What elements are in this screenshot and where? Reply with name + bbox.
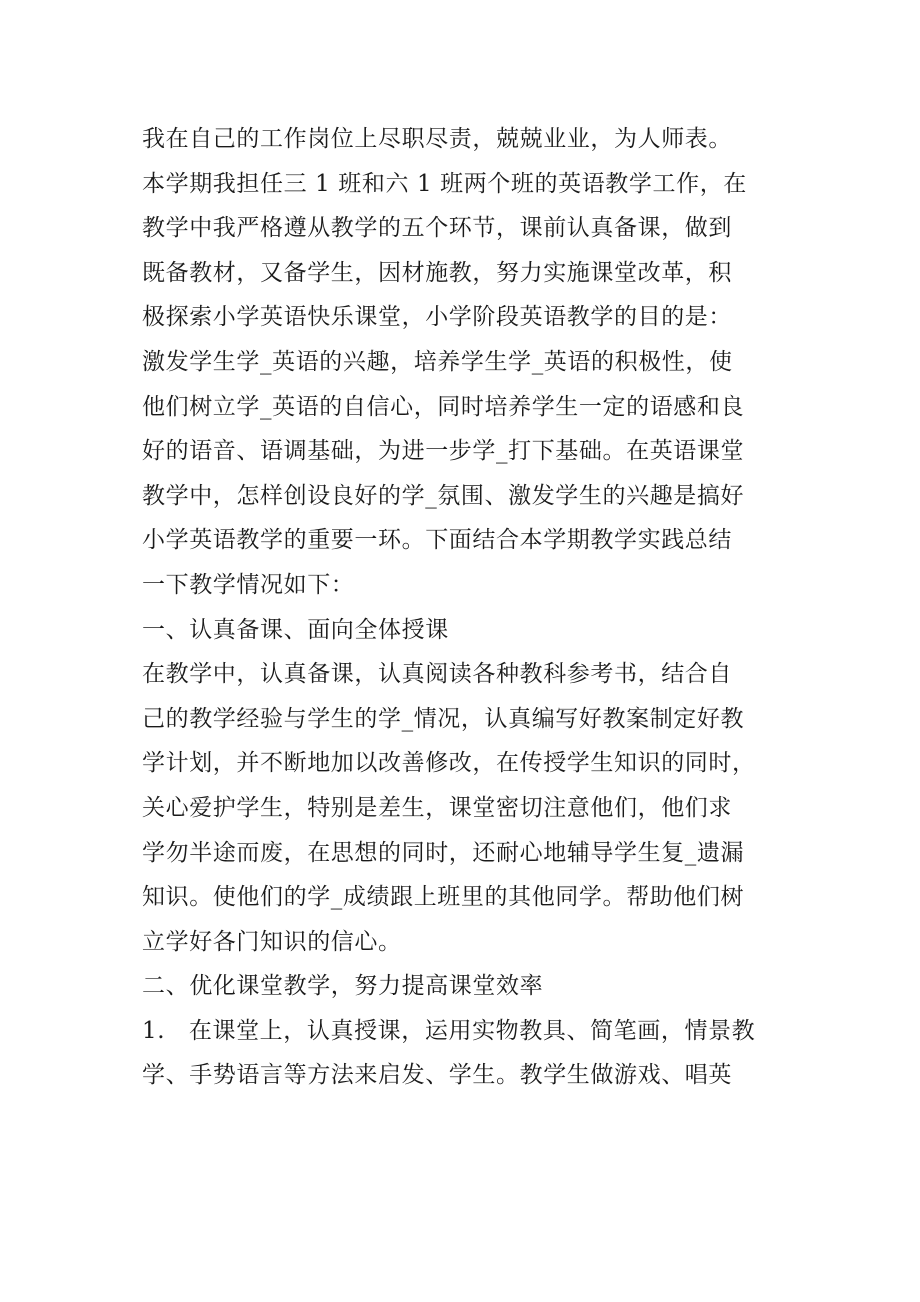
text-line: 本学期我担任三 1 班和六 1 班两个班的英语教学工作，在 [142, 170, 747, 197]
text-line: 小学英语教学的重要一环。下面结合本学期教学实践总结 [142, 527, 732, 554]
text-line: 教学中，怎样创设良好的学_氛围、激发学生的兴趣是搞好 [142, 482, 745, 509]
text-line: 我在自己的工作岗位上尽职尽责，兢兢业业，为人师表。 [142, 126, 732, 152]
text-line: 激发学生学_英语的兴趣，培养学生学_英语的积极性，使 [142, 348, 733, 375]
text-line: 学勿半途而废，在思想的同时，还耐心地辅导学生复_遗漏 [142, 839, 745, 866]
text-line: 学计划，并不断地加以改善修改，在传授学生知识的同时， [142, 750, 756, 777]
text-line: 好的语音、语调基础，为进一步学_打下基础。在英语课堂 [142, 438, 745, 465]
list-item: 1. 在课堂上，认真授课，运用实物教具、简笔画，情景教 [142, 1017, 756, 1044]
text-line: 立学好各门知识的信心。 [142, 928, 402, 955]
text-line: 极探索小学英语快乐课堂，小学阶段英语教学的目的是： [142, 304, 732, 331]
text-line: 教学中我严格遵从教学的五个环节，课前认真备课，做到 [142, 215, 732, 242]
text-line: 既备教材，又备学生，因材施教，努力实施课堂改革，积 [142, 259, 732, 286]
section-heading: 一、认真备课、面向全体授课 [142, 616, 449, 643]
text-line: 知识。使他们的学_成绩跟上班里的其他同学。帮助他们树 [142, 884, 745, 911]
document-body [142, 117, 802, 1098]
section-heading: 二、优化课堂教学，努力提高课堂效率 [142, 973, 544, 1000]
text-line: 关心爱护学生，特别是差生，课堂密切注意他们，他们求 [142, 794, 732, 821]
text-line: 己的教学经验与学生的学_情况，认真编写好教案制定好教 [142, 705, 745, 732]
text-line: 学、手势语言等方法来启发、学生。教学生做游戏、唱英 [142, 1062, 732, 1089]
text-line: 一下教学情况如下： [142, 571, 355, 598]
text-line: 在教学中，认真备课，认真阅读各种教科参考书，结合自 [142, 661, 732, 688]
text-line: 他们树立学_英语的自信心，同时培养学生一定的语感和良 [142, 393, 745, 420]
